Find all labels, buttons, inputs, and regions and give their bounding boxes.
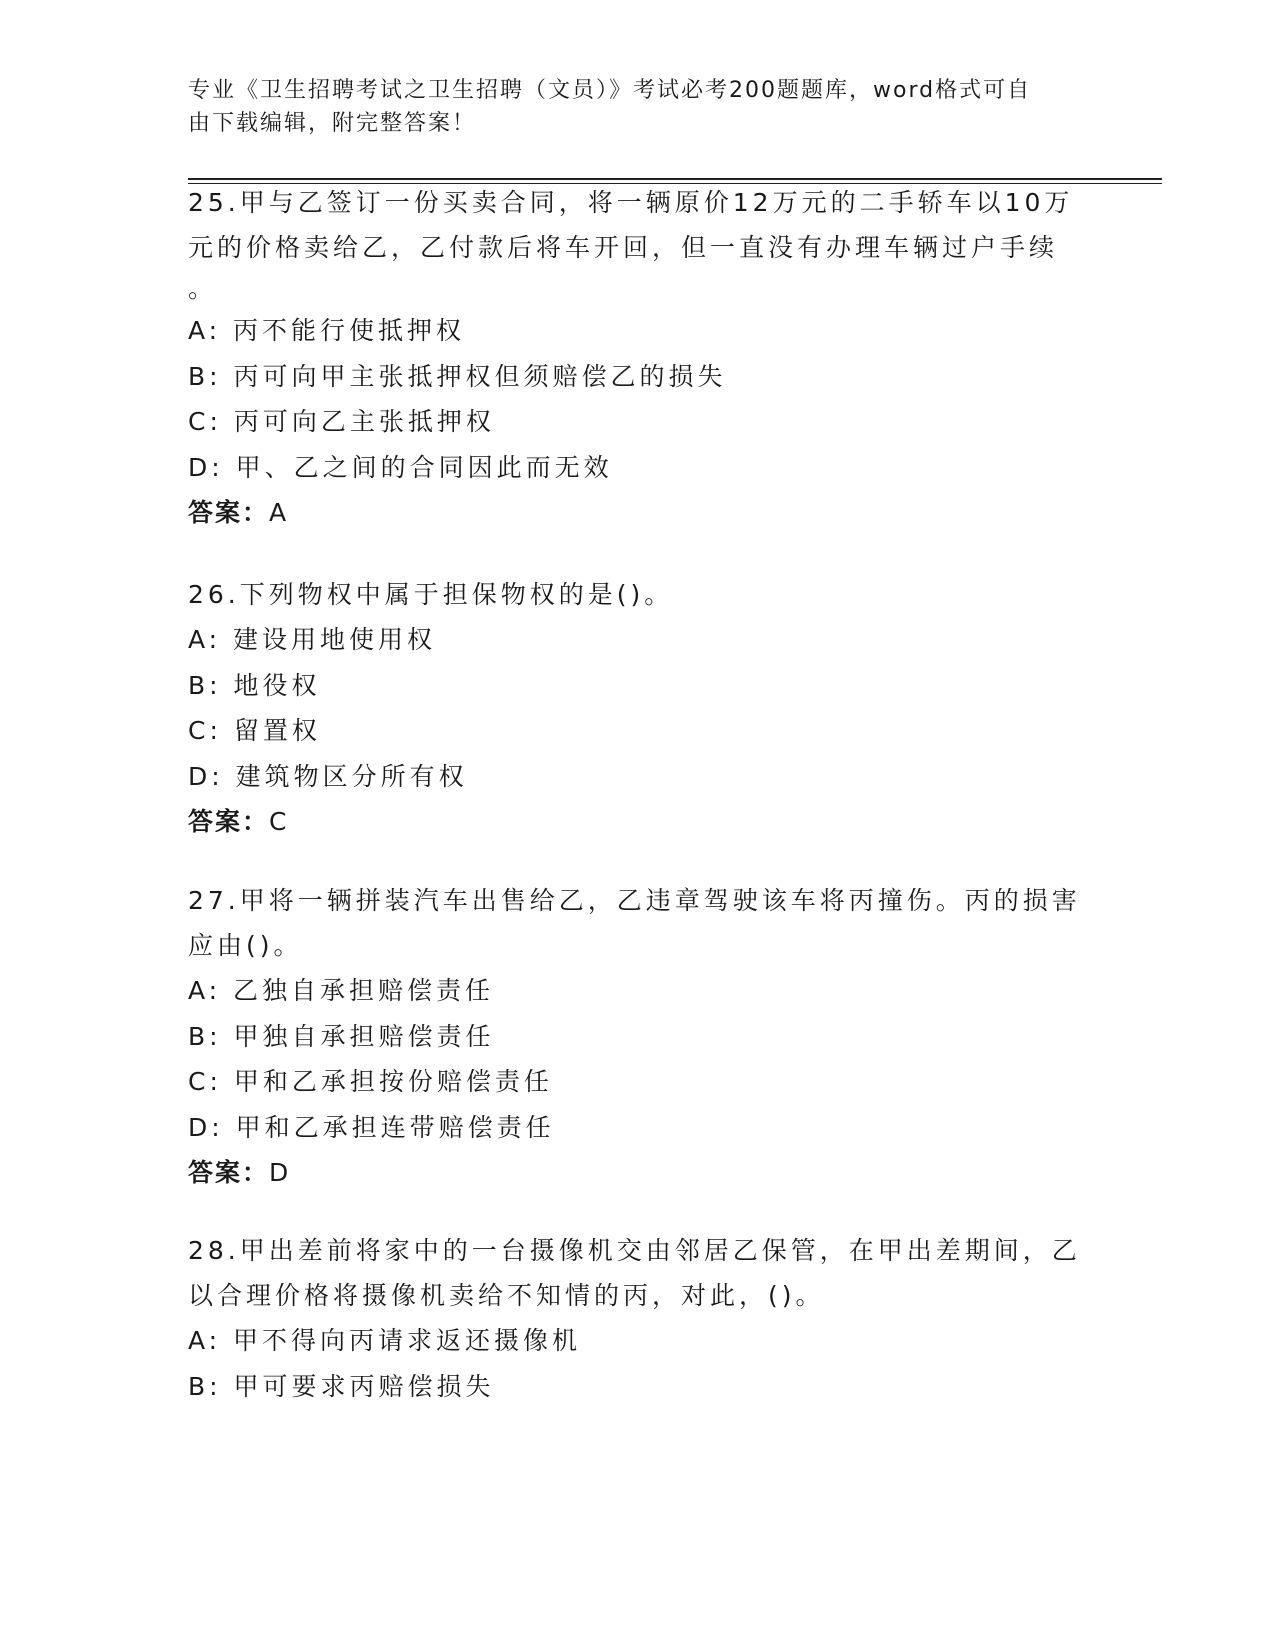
answer-label: 答案： (188, 1158, 270, 1187)
option-d: D: 甲和乙承担连带赔偿责任 (188, 1112, 555, 1142)
question-stem-line: 26.下列物权中属于担保物权的是()。 (188, 580, 674, 609)
option-a: A: 建设用地使用权 (188, 625, 437, 654)
option-a: A: 甲不得向丙请求返还摄像机 (188, 1326, 582, 1355)
answer-label: 答案： (188, 807, 270, 836)
question-28 (188, 1228, 1088, 1409)
answer-line (188, 490, 1088, 535)
option-a: A: 丙不能行使抵押权 (188, 316, 466, 345)
question-27 (188, 878, 1088, 1195)
option-c: C: 留置权 (188, 716, 321, 745)
answer-line (188, 799, 1088, 844)
option-b: B: 甲可要求丙赔偿损失 (188, 1371, 495, 1401)
answer-label: 答案： (188, 498, 270, 527)
question-25 (188, 180, 1088, 535)
answer-value: A (269, 498, 289, 527)
document-header (188, 74, 1068, 140)
answer-value: D (269, 1158, 291, 1187)
header-line-1: 专业《卫生招聘考试之卫生招聘（文员）》考试必考200题题库，word格式可自 (188, 78, 1032, 103)
answer-value: C (269, 807, 289, 836)
option-b: B: 甲独自承担赔偿责任 (188, 1021, 495, 1051)
header-line-2: 由下载编辑，附完整答案！ (188, 111, 477, 136)
option-c: C: 甲和乙承担按份赔偿责任 (188, 1067, 553, 1096)
question-stem-line: 。 (188, 274, 218, 303)
option-d: D: 甲、乙之间的合同因此而无效 (188, 452, 613, 482)
option-d: D: 建筑物区分所有权 (188, 761, 468, 791)
question-stem-line: 27.甲将一辆拼装汽车出售给乙，乙违章驾驶该车将丙撞伤。丙的损害 (188, 886, 1081, 915)
option-a: A: 乙独自承担赔偿责任 (188, 976, 495, 1005)
option-b: B: 地役权 (188, 670, 321, 700)
question-stem-line: 元的价格卖给乙，乙付款后将车开回，但一直没有办理车辆过户手续 (188, 233, 1059, 262)
question-stem-line: 25.甲与乙签订一份买卖合同，将一辆原价12万元的二手轿车以10万 (188, 188, 1074, 217)
answer-line (188, 1150, 1088, 1195)
question-26 (188, 572, 1088, 844)
option-c: C: 丙可向乙主张抵押权 (188, 407, 495, 436)
question-stem-line: 28.甲出差前将家中的一台摄像机交由邻居乙保管，在甲出差期间，乙 (188, 1236, 1081, 1265)
option-b: B: 丙可向甲主张抵押权但须赔偿乙的损失 (188, 361, 727, 391)
question-stem-line: 应由()。 (188, 931, 303, 960)
question-stem-line: 以合理价格将摄像机卖给不知情的丙，对此，()。 (188, 1281, 825, 1310)
